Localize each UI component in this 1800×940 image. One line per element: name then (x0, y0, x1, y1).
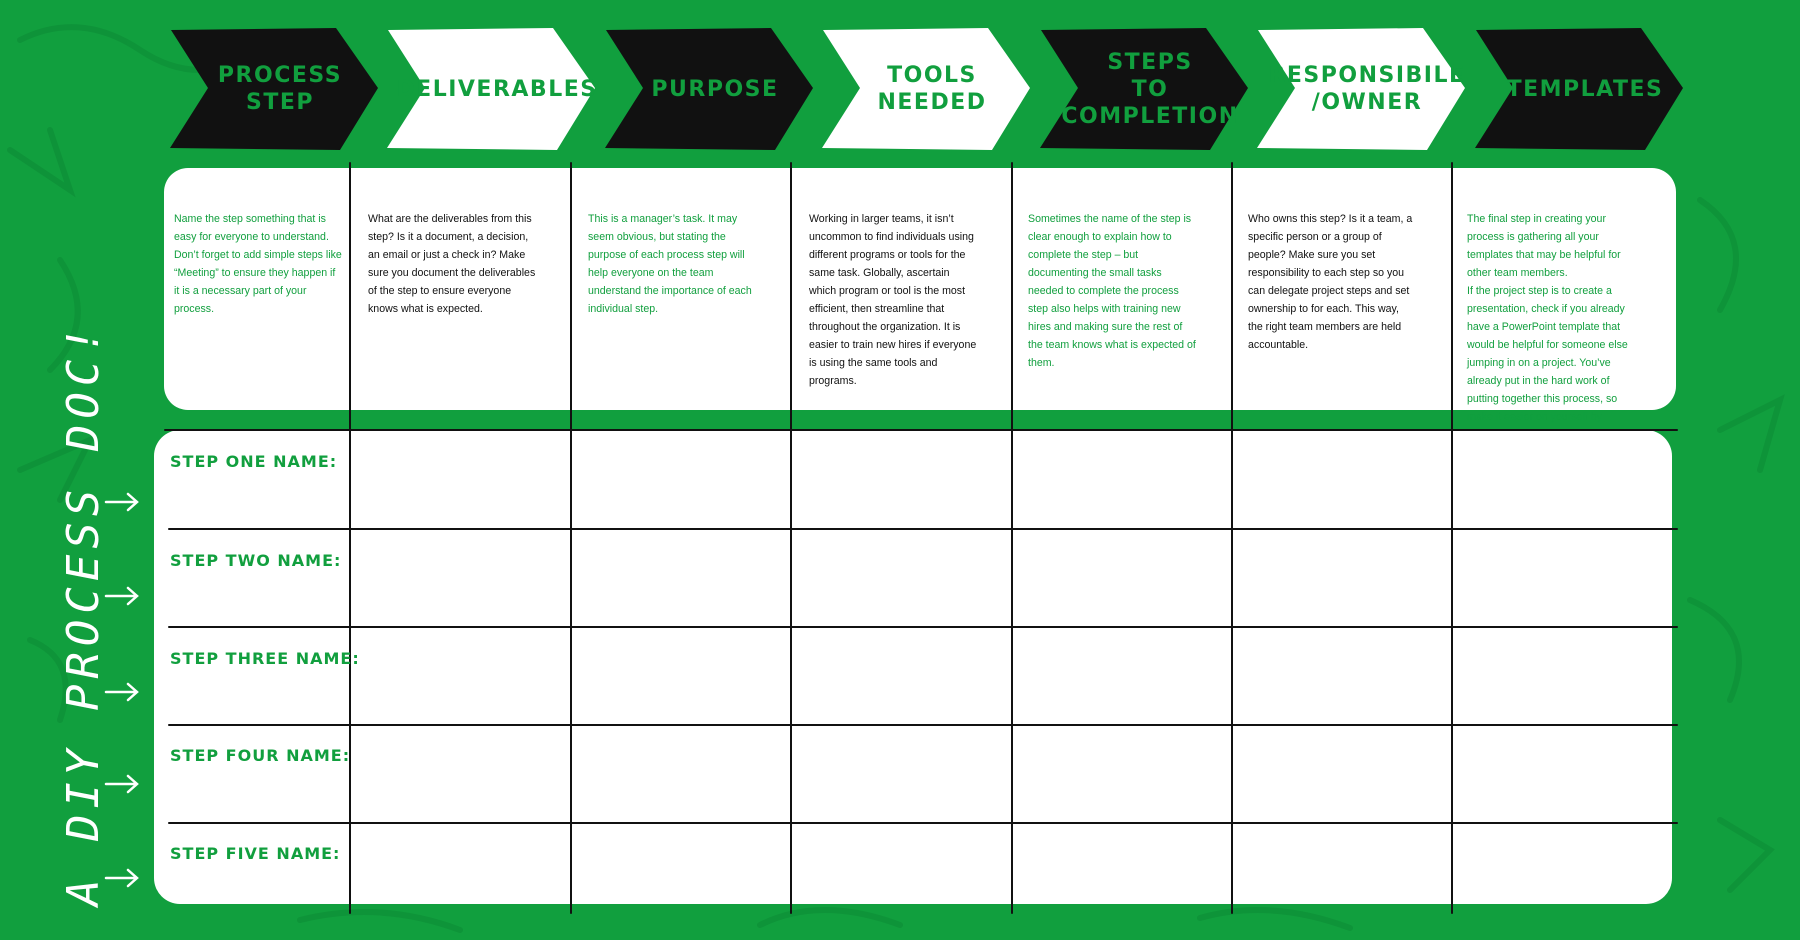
description-responsible-owner: Who owns this step? Is it a team, a specific person or a group of people? Make sure you set responsibility to each step so you can delegate project steps and set ownership to for each. This way, the right team members are held accountable. (1248, 213, 1413, 351)
header-step-process-step (168, 26, 380, 152)
header-label: STEPS TO COMPLETION (1061, 49, 1239, 129)
header-step-purpose (603, 26, 815, 152)
description-tools-needed: Working in larger teams, it isn’t uncommon to find individuals using different programs or tools for the same task. Globally, ascertain which program or tool is the most efficient, then streamline that throughout the organization. It is easier to train new hires if everyone is using the same tools and programs. (809, 213, 977, 387)
description-steps-to-completion: Sometimes the name of the step is clear enough to explain how to complete the step – but documenting the small tasks needed to complete the process step also helps with training new hires and making sure the rest of the team knows what is expected of them. (1028, 213, 1196, 369)
header-label: TEMPLATES (1506, 76, 1664, 102)
step-label-five: STEP FIVE NAME: (170, 844, 341, 863)
header-step-templates (1473, 26, 1685, 152)
right-arrow-icon (104, 866, 140, 890)
header-label: PURPOSE (651, 76, 779, 102)
header-label: DELIVERABLES (396, 76, 598, 102)
header-step-responsible-owner (1255, 26, 1467, 152)
header-step-steps-to-completion (1038, 26, 1250, 152)
step-label-one: STEP ONE NAME: (170, 452, 338, 471)
header-step-tools-needed (820, 26, 1032, 152)
step-label-three: STEP THREE NAME: (170, 649, 360, 668)
step-table-panel (154, 430, 1672, 904)
right-arrow-icon (104, 772, 140, 796)
description-templates: The final step in creating your process is gathering all your templates that may be helpful for other team members. If the project step is to create a presentation, check if you already have a PowerPoint template that would be helpful for someone else jumping in on a project. You’ve already put in the hard work of putting together this process, so make it easier on yourself by (1467, 213, 1628, 423)
header-label: PROCESS STEP (217, 63, 343, 115)
right-arrow-icon (104, 584, 140, 608)
right-arrow-icon (104, 680, 140, 704)
right-arrow-icon (104, 490, 140, 514)
side-title: A DIY PROCESS DOC! (58, 321, 109, 906)
header-label: RESPONSIBILE /OWNER (1268, 63, 1466, 115)
description-purpose: This is a manager’s task. It may seem obvious, but stating the purpose of each process step will help everyone on the team understand the importance of each individual step. (588, 213, 752, 315)
step-label-four: STEP FOUR NAME: (170, 746, 351, 765)
description-deliverables: What are the deliverables from this step? Is it a document, a decision, an email or just a check in? Make sure you document the deliverables of the step to ensure everyone knows what is expected. (368, 213, 536, 315)
description-process-step: Name the step something that is easy for everyone to understand. Don’t forget to add simple steps like “Meeting” to ensure they happen if it is a necessary part of your process. (174, 213, 342, 315)
step-label-two: STEP TWO NAME: (170, 551, 342, 570)
header-label: TOOLS NEEDED (877, 63, 987, 115)
header-step-deliverables (385, 26, 597, 152)
